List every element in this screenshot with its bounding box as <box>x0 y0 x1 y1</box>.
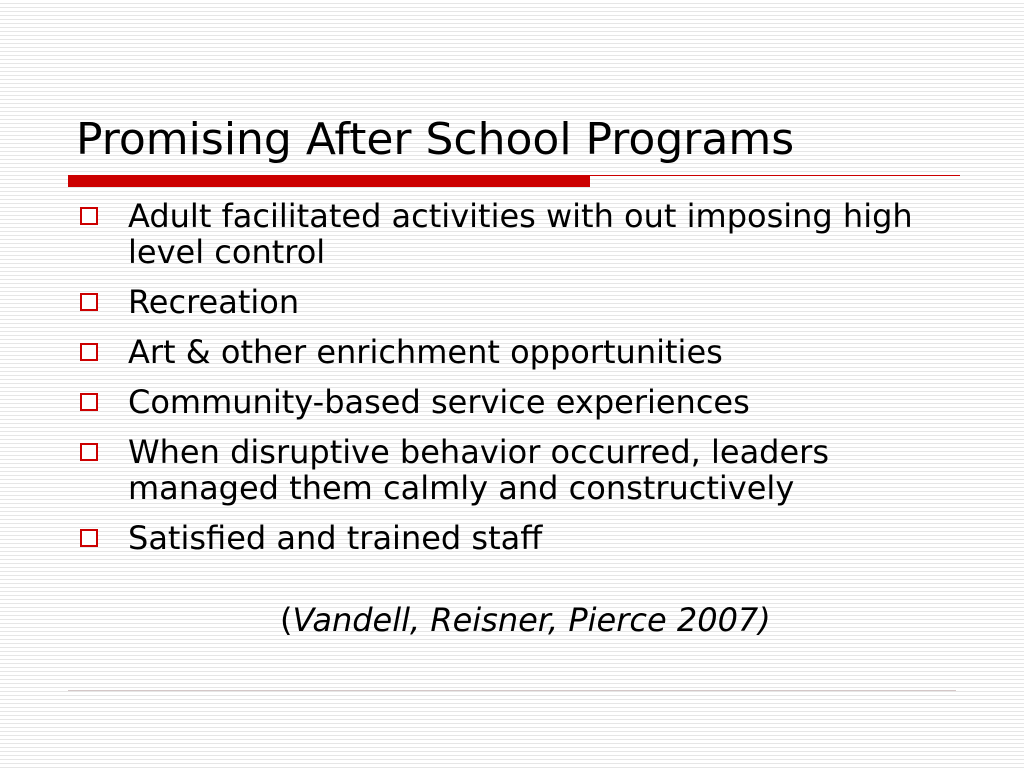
list-item <box>78 284 958 320</box>
bullet-text: Art & other enrichment opportunities <box>128 333 723 371</box>
title-underline-thick <box>68 175 590 187</box>
bullet-text: Satisfied and trained staff <box>128 519 543 557</box>
hollow-square-bullet-icon <box>80 207 98 225</box>
bullet-text: Adult facilitated activities with out imposing high level control <box>128 197 913 271</box>
bullet-text: When disruptive behavior occurred, leaders managed them calmly and constructively <box>128 433 829 507</box>
list-item <box>78 198 958 270</box>
bullet-list <box>78 198 958 570</box>
list-item <box>78 520 958 556</box>
bullet-text: Recreation <box>128 283 300 321</box>
citation-open-paren: ( <box>280 601 293 639</box>
citation <box>280 600 771 640</box>
hollow-square-bullet-icon <box>80 393 98 411</box>
hollow-square-bullet-icon <box>80 343 98 361</box>
list-item <box>78 384 958 420</box>
hollow-square-bullet-icon <box>80 293 98 311</box>
hollow-square-bullet-icon <box>80 443 98 461</box>
footer-divider <box>68 690 956 691</box>
slide-title: Promising After School Programs <box>76 114 795 165</box>
citation-text: Vandell, Reisner, Pierce 2007) <box>292 601 771 639</box>
bullet-text: Community-based service experiences <box>128 383 750 421</box>
list-item <box>78 334 958 370</box>
list-item <box>78 434 958 506</box>
hollow-square-bullet-icon <box>80 529 98 547</box>
title-underline-thin <box>590 175 960 176</box>
